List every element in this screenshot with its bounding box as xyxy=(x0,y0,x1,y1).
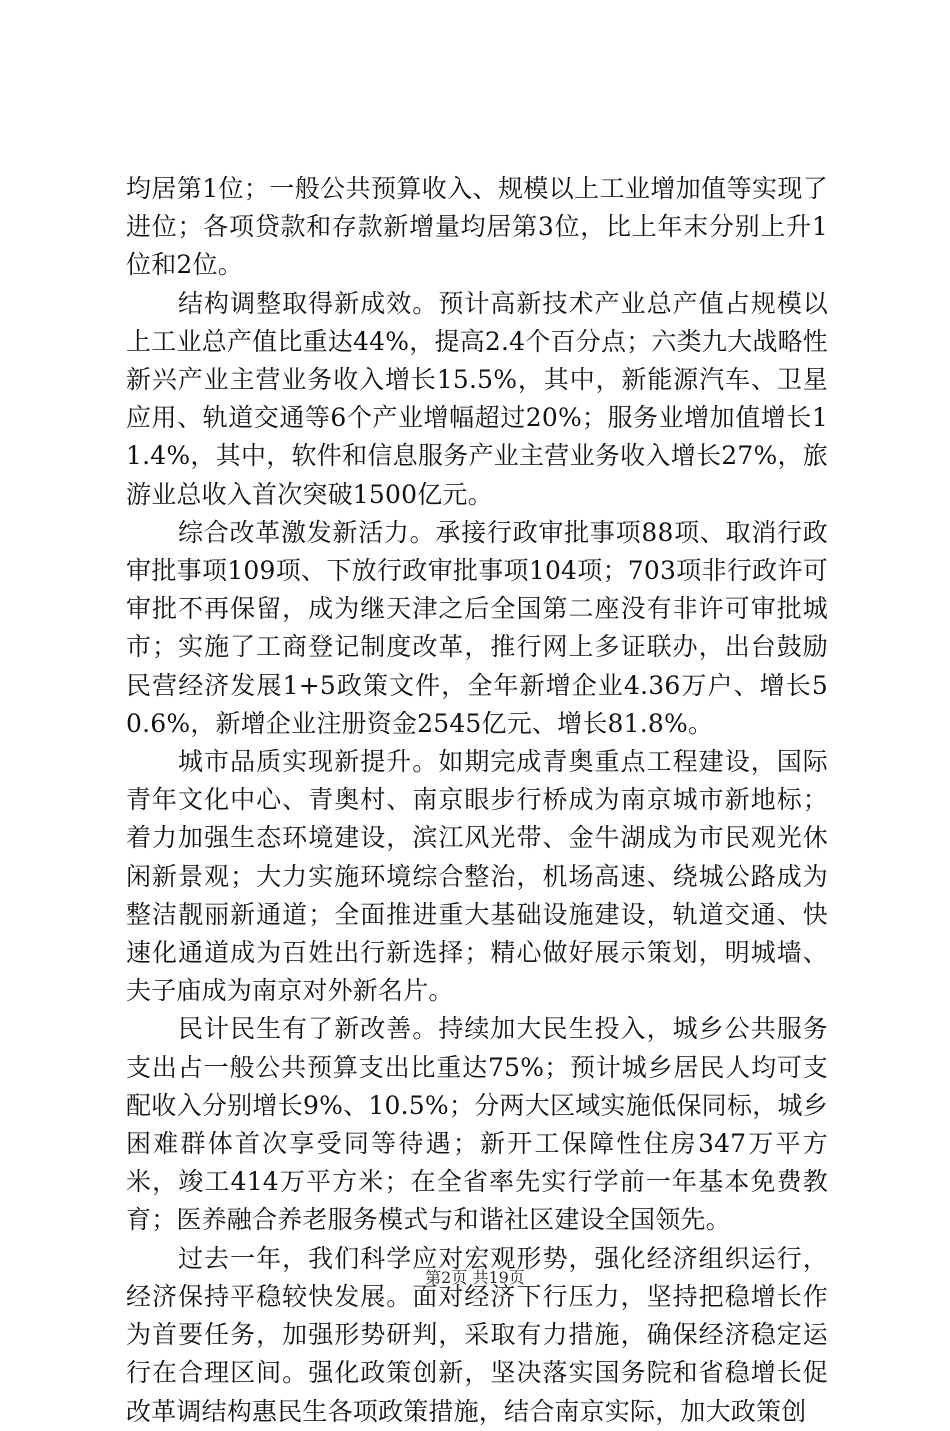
paragraph-continuation: 均居第1位；一般公共预算收入、规模以上工业增加值等实现了进位；各项贷款和存款新增量均居第3位，比上年末分别上升1位和2位。 xyxy=(126,174,828,280)
paragraph-structural-adjustment: 结构调整取得新成效。预计高新技术产业总产值占规模以上工业总产值比重达44%，提高2.4个百分点；六类九大战略性新兴产业主营业务收入增长15.5%，其中，新能源汽车、卫星应用、轨道交通等6个产业增幅超过20%；服务业增加值增长11.4%，其中，软件和信息服务产业主营业务收入增长27%，旅游业总收入首次突破1500亿元。 xyxy=(126,288,828,509)
page-number-footer: 第2页 共19页 xyxy=(425,1268,525,1287)
paragraph-livelihood: 民计民生有了新改善。持续加大民生投入，城乡公共服务支出占一般公共预算支出比重达75%；预计城乡居民人均可支配收入分别增长9%、10.5%；分两大区域实施低保同标，城乡困难群体首次享受同等待遇；新开工保障性住房347万平方米，竣工414万平方米；在全省率先实行学前一年基本免费教育；医养融合养老服务模式与和谐社区建设全国领先。 xyxy=(126,1014,828,1235)
paragraph-comprehensive-reform: 综合改革激发新活力。承接行政审批事项88项、取消行政审批事项109项、下放行政审批事项104项；703项非行政许可审批不再保留，成为继天津之后全国第二座没有非许可审批城市；实施了工商登记制度改革，推行网上多证联办，出台鼓励民营经济发展1+5政策文件，全年新增企业4.36万户、增长50.6%，新增企业注册资金2545亿元、增长81.8%。 xyxy=(126,517,828,738)
document-body xyxy=(126,170,828,1431)
paragraph-city-quality: 城市品质实现新提升。如期完成青奥重点工程建设，国际青年文化中心、青奥村、南京眼步行桥成为南京城市新地标；着力加强生态环境建设，滨江风光带、金牛湖成为市民观光休闲新景观；大力实施环境综合整治，机场高速、绕城公路成为整洁靓丽新通道；全面推进重大基础设施建设，轨道交通、快速化通道成为百姓出行新选择；精心做好展示策划，明城墙、夫子庙成为南京对外新名片。 xyxy=(126,747,828,1006)
paragraph-past-year: 过去一年，我们科学应对宏观形势，强化经济组织运行，经济保持平稳较快发展。面对经济下行压力，坚持把稳增长作为首要任务，加强形势研判，采取有力措施，确保经济稳定运行在合理区间。强化政策创新，坚决落实国务院和省稳增长促改革调结构惠民生各项政策措施，结合南京实际，加大政策创 xyxy=(126,1243,828,1426)
